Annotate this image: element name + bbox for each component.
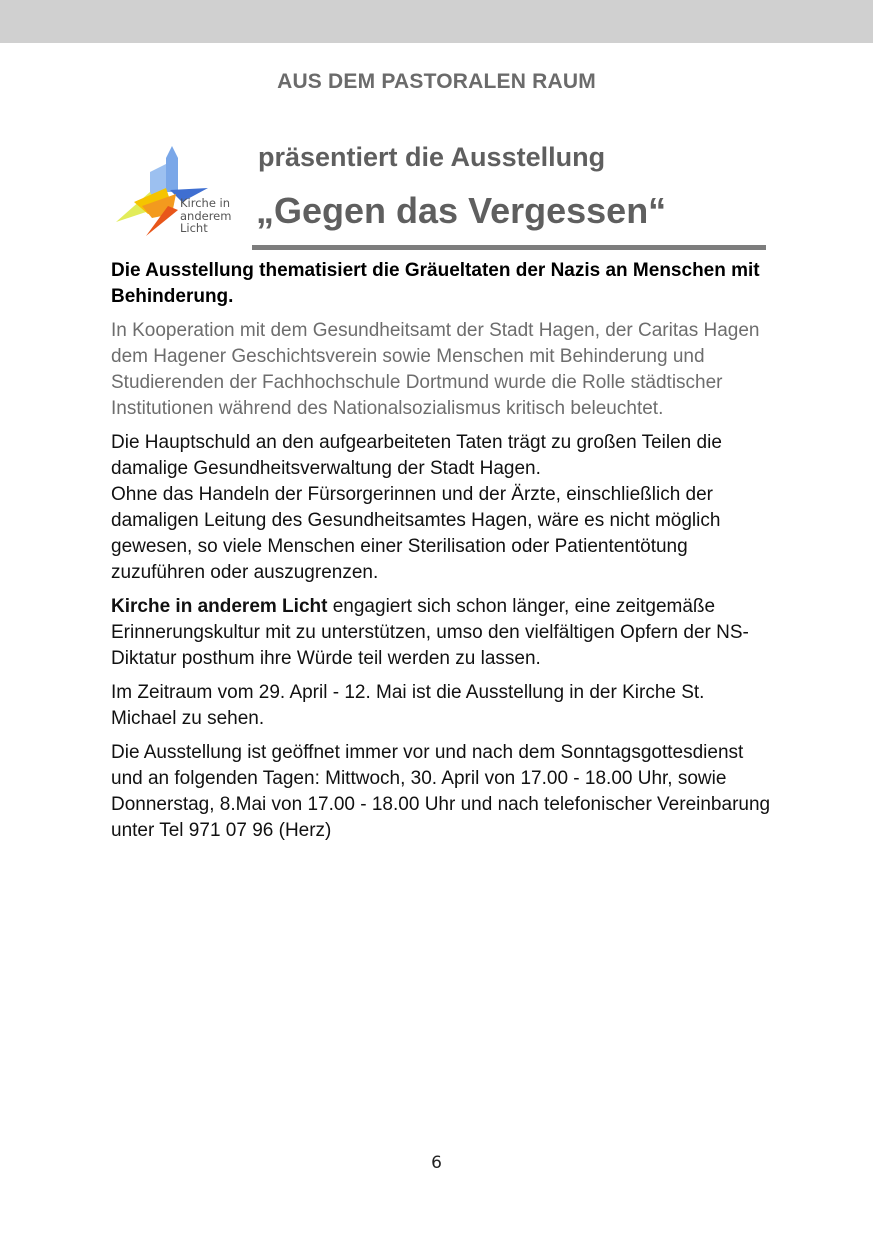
logo-text-line1: Kirche in bbox=[180, 196, 231, 210]
exhibition-headline: „Gegen das Vergessen“ bbox=[256, 190, 667, 231]
logo-tower-shape bbox=[166, 146, 178, 192]
article-intro: Die Ausstellung thematisiert die Gräueltaten der Nazis an Menschen mit Behinderung. bbox=[111, 260, 760, 307]
exhibition-subtitle: präsentiert die Ausstellung bbox=[258, 142, 606, 172]
paragraph-guilt-part1: Die Hauptschuld an den aufgearbeiteten Taten trägt zu großen Teilen die damalige Gesundheitsverwaltung der Stadt Hagen. bbox=[111, 432, 722, 479]
logo-text-line2: anderem bbox=[180, 208, 232, 223]
paragraph-guilt-part2: Ohne das Handeln der Fürsorgerinnen und der Ärzte, einschließlich der damaligen Leitung des Gesundheitsamtes Hagen, wäre es nicht möglich gewesen, so viele Menschen einer Sterilisation oder Patiententötung zuzuführen oder auszugrenzen. bbox=[111, 484, 721, 583]
page-number: 6 bbox=[431, 1153, 442, 1173]
logo-text bbox=[180, 197, 231, 235]
paragraph-engagement-lead: Kirche in anderem Licht bbox=[111, 596, 328, 617]
article-body bbox=[111, 258, 771, 852]
paragraph-engagement bbox=[111, 594, 771, 672]
paragraph-opening-hours: Die Ausstellung ist geöffnet immer vor und nach dem Sonntagsgottesdienst und an folgenden Tagen: Mittwoch, 30. April von 17.00 - 18.00 Uhr, sowie Donnerstag, 8.Mai von 17.00 - 18.00 Uhr und nach telefonischer Vereinbarung unter Tel 971 07 96 (Herz) bbox=[111, 742, 771, 841]
headline-divider bbox=[252, 245, 766, 250]
paragraph-cooperation: In Kooperation mit dem Gesundheitsamt der Stadt Hagen, der Caritas Hagen dem Hagener Geschichtsverein sowie Menschen mit Behinderung und Studierenden der Fachhochschule Dortmund wurde die Rolle städtischer Institutionen während des Nationalsozialismus kritisch beleuchtet. bbox=[111, 320, 760, 419]
logo-text-line3: Licht bbox=[180, 221, 208, 235]
section-title: AUS DEM PASTORALEN RAUM bbox=[277, 70, 596, 93]
kirche-logo bbox=[112, 144, 247, 244]
paragraph-engagement-rest: engagiert sich schon länger, eine zeitgemäße Erinnerungskultur mit zu unterstützen, umso den vielfältigen Opfern der NS-Diktatur posthum ihre Würde teil werden zu lassen. bbox=[111, 596, 749, 669]
paragraph-period: Im Zeitraum vom 29. April - 12. Mai ist die Ausstellung in der Kirche St. Michael zu sehen. bbox=[111, 682, 705, 729]
top-bar bbox=[0, 0, 873, 43]
paragraph-guilt bbox=[111, 430, 771, 586]
